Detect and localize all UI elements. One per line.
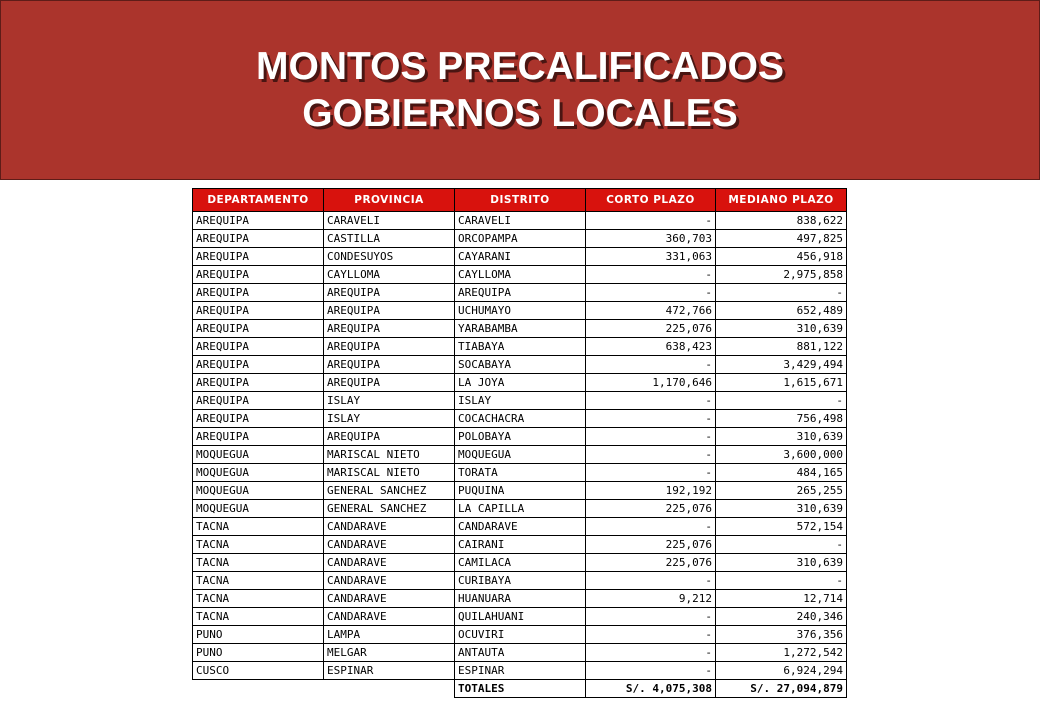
table-row xyxy=(193,572,847,590)
table-row xyxy=(193,626,847,644)
cell-departamento: CUSCO xyxy=(193,662,324,680)
cell-distrito: CAYARANI xyxy=(455,248,586,266)
cell-departamento: AREQUIPA xyxy=(193,284,324,302)
table-row xyxy=(193,500,847,518)
cell-provincia: AREQUIPA xyxy=(324,356,455,374)
cell-provincia: LAMPA xyxy=(324,626,455,644)
cell-mediano-plazo: 838,622 xyxy=(716,212,847,230)
cell-provincia: CANDARAVE xyxy=(324,554,455,572)
cell-corto-plazo: 9,212 xyxy=(586,590,716,608)
cell-corto-plazo: 360,703 xyxy=(586,230,716,248)
table-row xyxy=(193,266,847,284)
cell-provincia: CANDARAVE xyxy=(324,518,455,536)
cell-distrito: LA JOYA xyxy=(455,374,586,392)
cell-departamento: MOQUEGUA xyxy=(193,464,324,482)
totals-spacer xyxy=(324,680,455,698)
cell-departamento: PUNO xyxy=(193,644,324,662)
cell-provincia: ESPINAR xyxy=(324,662,455,680)
cell-departamento: MOQUEGUA xyxy=(193,482,324,500)
table-row xyxy=(193,392,847,410)
cell-corto-plazo: - xyxy=(586,212,716,230)
cell-distrito: ANTAUTA xyxy=(455,644,586,662)
cell-provincia: MARISCAL NIETO xyxy=(324,464,455,482)
cell-provincia: AREQUIPA xyxy=(324,320,455,338)
cell-provincia: AREQUIPA xyxy=(324,428,455,446)
cell-distrito: UCHUMAYO xyxy=(455,302,586,320)
totals-spacer xyxy=(193,680,324,698)
cell-mediano-plazo: 376,356 xyxy=(716,626,847,644)
cell-provincia: ISLAY xyxy=(324,410,455,428)
cell-distrito: CURIBAYA xyxy=(455,572,586,590)
cell-provincia: CANDARAVE xyxy=(324,608,455,626)
table-row xyxy=(193,590,847,608)
cell-corto-plazo: 472,766 xyxy=(586,302,716,320)
total-corto-plazo: S/. 4,075,308 xyxy=(586,680,716,698)
cell-mediano-plazo: 310,639 xyxy=(716,428,847,446)
cell-mediano-plazo: - xyxy=(716,392,847,410)
cell-departamento: AREQUIPA xyxy=(193,356,324,374)
cell-mediano-plazo: - xyxy=(716,536,847,554)
cell-distrito: ESPINAR xyxy=(455,662,586,680)
cell-departamento: AREQUIPA xyxy=(193,266,324,284)
table-row xyxy=(193,410,847,428)
cell-provincia: GENERAL SANCHEZ xyxy=(324,500,455,518)
cell-departamento: AREQUIPA xyxy=(193,392,324,410)
table-row xyxy=(193,320,847,338)
cell-mediano-plazo: - xyxy=(716,572,847,590)
cell-provincia: ISLAY xyxy=(324,392,455,410)
table-row xyxy=(193,608,847,626)
cell-distrito: PUQUINA xyxy=(455,482,586,500)
cell-distrito: AREQUIPA xyxy=(455,284,586,302)
cell-mediano-plazo: 3,429,494 xyxy=(716,356,847,374)
cell-distrito: ORCOPAMPA xyxy=(455,230,586,248)
header-mediano-plazo: MEDIANO PLAZO xyxy=(716,189,847,212)
cell-corto-plazo: 225,076 xyxy=(586,536,716,554)
cell-corto-plazo: 225,076 xyxy=(586,554,716,572)
cell-distrito: LA CAPILLA xyxy=(455,500,586,518)
cell-mediano-plazo: 310,639 xyxy=(716,320,847,338)
cell-departamento: TACNA xyxy=(193,572,324,590)
cell-corto-plazo: - xyxy=(586,518,716,536)
cell-provincia: GENERAL SANCHEZ xyxy=(324,482,455,500)
cell-departamento: AREQUIPA xyxy=(193,410,324,428)
table-row xyxy=(193,464,847,482)
table-row xyxy=(193,428,847,446)
header-distrito: DISTRITO xyxy=(455,189,586,212)
cell-provincia: CANDARAVE xyxy=(324,590,455,608)
table-row xyxy=(193,374,847,392)
cell-mediano-plazo: 240,346 xyxy=(716,608,847,626)
cell-departamento: AREQUIPA xyxy=(193,248,324,266)
cell-provincia: MELGAR xyxy=(324,644,455,662)
cell-mediano-plazo: 497,825 xyxy=(716,230,847,248)
cell-distrito: ISLAY xyxy=(455,392,586,410)
cell-mediano-plazo: 484,165 xyxy=(716,464,847,482)
table-row xyxy=(193,446,847,464)
cell-distrito: COCACHACRA xyxy=(455,410,586,428)
cell-departamento: AREQUIPA xyxy=(193,212,324,230)
cell-corto-plazo: - xyxy=(586,428,716,446)
table-row xyxy=(193,284,847,302)
cell-distrito: SOCABAYA xyxy=(455,356,586,374)
header-corto-plazo: CORTO PLAZO xyxy=(586,189,716,212)
cell-corto-plazo: - xyxy=(586,626,716,644)
cell-distrito: HUANUARA xyxy=(455,590,586,608)
cell-distrito: YARABAMBA xyxy=(455,320,586,338)
cell-mediano-plazo: 1,272,542 xyxy=(716,644,847,662)
cell-corto-plazo: - xyxy=(586,644,716,662)
cell-provincia: CANDARAVE xyxy=(324,572,455,590)
title-banner xyxy=(0,0,1040,180)
cell-corto-plazo: - xyxy=(586,662,716,680)
cell-corto-plazo: 331,063 xyxy=(586,248,716,266)
cell-corto-plazo: 1,170,646 xyxy=(586,374,716,392)
totals-row xyxy=(193,680,847,698)
cell-mediano-plazo: 756,498 xyxy=(716,410,847,428)
cell-corto-plazo: 192,192 xyxy=(586,482,716,500)
cell-corto-plazo: - xyxy=(586,410,716,428)
cell-provincia: CARAVELI xyxy=(324,212,455,230)
table-row xyxy=(193,212,847,230)
cell-mediano-plazo: 456,918 xyxy=(716,248,847,266)
cell-mediano-plazo: 12,714 xyxy=(716,590,847,608)
cell-provincia: AREQUIPA xyxy=(324,338,455,356)
cell-departamento: MOQUEGUA xyxy=(193,446,324,464)
table-row xyxy=(193,518,847,536)
cell-corto-plazo: - xyxy=(586,572,716,590)
cell-mediano-plazo: 2,975,858 xyxy=(716,266,847,284)
cell-corto-plazo: - xyxy=(586,392,716,410)
table-row xyxy=(193,248,847,266)
cell-distrito: CAMILACA xyxy=(455,554,586,572)
table-row xyxy=(193,482,847,500)
cell-distrito: CANDARAVE xyxy=(455,518,586,536)
cell-mediano-plazo: 265,255 xyxy=(716,482,847,500)
cell-corto-plazo: - xyxy=(586,284,716,302)
cell-corto-plazo: - xyxy=(586,464,716,482)
cell-departamento: TACNA xyxy=(193,608,324,626)
cell-departamento: PUNO xyxy=(193,626,324,644)
cell-provincia: CAYLLOMA xyxy=(324,266,455,284)
total-mediano-plazo: S/. 27,094,879 xyxy=(716,680,847,698)
cell-distrito: POLOBAYA xyxy=(455,428,586,446)
totals-label: TOTALES xyxy=(455,680,586,698)
cell-corto-plazo: 638,423 xyxy=(586,338,716,356)
table-row xyxy=(193,338,847,356)
cell-departamento: TACNA xyxy=(193,518,324,536)
cell-distrito: CARAVELI xyxy=(455,212,586,230)
cell-corto-plazo: 225,076 xyxy=(586,320,716,338)
cell-mediano-plazo: 652,489 xyxy=(716,302,847,320)
montos-table xyxy=(192,188,847,698)
cell-mediano-plazo: 3,600,000 xyxy=(716,446,847,464)
table-row xyxy=(193,536,847,554)
cell-provincia: AREQUIPA xyxy=(324,284,455,302)
cell-corto-plazo: - xyxy=(586,446,716,464)
table-row xyxy=(193,302,847,320)
table-row xyxy=(193,644,847,662)
table-row xyxy=(193,662,847,680)
cell-departamento: AREQUIPA xyxy=(193,428,324,446)
cell-mediano-plazo: - xyxy=(716,284,847,302)
cell-provincia: AREQUIPA xyxy=(324,374,455,392)
cell-departamento: AREQUIPA xyxy=(193,320,324,338)
cell-provincia: CASTILLA xyxy=(324,230,455,248)
table-row xyxy=(193,554,847,572)
table-header-row xyxy=(193,189,847,212)
cell-departamento: TACNA xyxy=(193,554,324,572)
cell-distrito: TIABAYA xyxy=(455,338,586,356)
cell-distrito: CAYLLOMA xyxy=(455,266,586,284)
cell-distrito: CAIRANI xyxy=(455,536,586,554)
page-title: MONTOS PRECALIFICADOS xyxy=(256,45,784,88)
cell-departamento: TACNA xyxy=(193,536,324,554)
table-row xyxy=(193,356,847,374)
cell-departamento: AREQUIPA xyxy=(193,374,324,392)
cell-provincia: CANDARAVE xyxy=(324,536,455,554)
cell-mediano-plazo: 881,122 xyxy=(716,338,847,356)
cell-provincia: MARISCAL NIETO xyxy=(324,446,455,464)
cell-mediano-plazo: 6,924,294 xyxy=(716,662,847,680)
cell-corto-plazo: - xyxy=(586,608,716,626)
cell-corto-plazo: 225,076 xyxy=(586,500,716,518)
cell-distrito: MOQUEGUA xyxy=(455,446,586,464)
cell-mediano-plazo: 310,639 xyxy=(716,500,847,518)
cell-distrito: TORATA xyxy=(455,464,586,482)
cell-mediano-plazo: 1,615,671 xyxy=(716,374,847,392)
cell-departamento: TACNA xyxy=(193,590,324,608)
cell-distrito: QUILAHUANI xyxy=(455,608,586,626)
table-row xyxy=(193,230,847,248)
cell-departamento: MOQUEGUA xyxy=(193,500,324,518)
page-subtitle: GOBIERNOS LOCALES xyxy=(302,92,738,135)
cell-mediano-plazo: 310,639 xyxy=(716,554,847,572)
cell-mediano-plazo: 572,154 xyxy=(716,518,847,536)
header-provincia: PROVINCIA xyxy=(324,189,455,212)
cell-corto-plazo: - xyxy=(586,266,716,284)
cell-corto-plazo: - xyxy=(586,356,716,374)
cell-departamento: AREQUIPA xyxy=(193,230,324,248)
cell-provincia: AREQUIPA xyxy=(324,302,455,320)
cell-departamento: AREQUIPA xyxy=(193,338,324,356)
cell-provincia: CONDESUYOS xyxy=(324,248,455,266)
cell-distrito: OCUVIRI xyxy=(455,626,586,644)
cell-departamento: AREQUIPA xyxy=(193,302,324,320)
header-departamento: DEPARTAMENTO xyxy=(193,189,324,212)
